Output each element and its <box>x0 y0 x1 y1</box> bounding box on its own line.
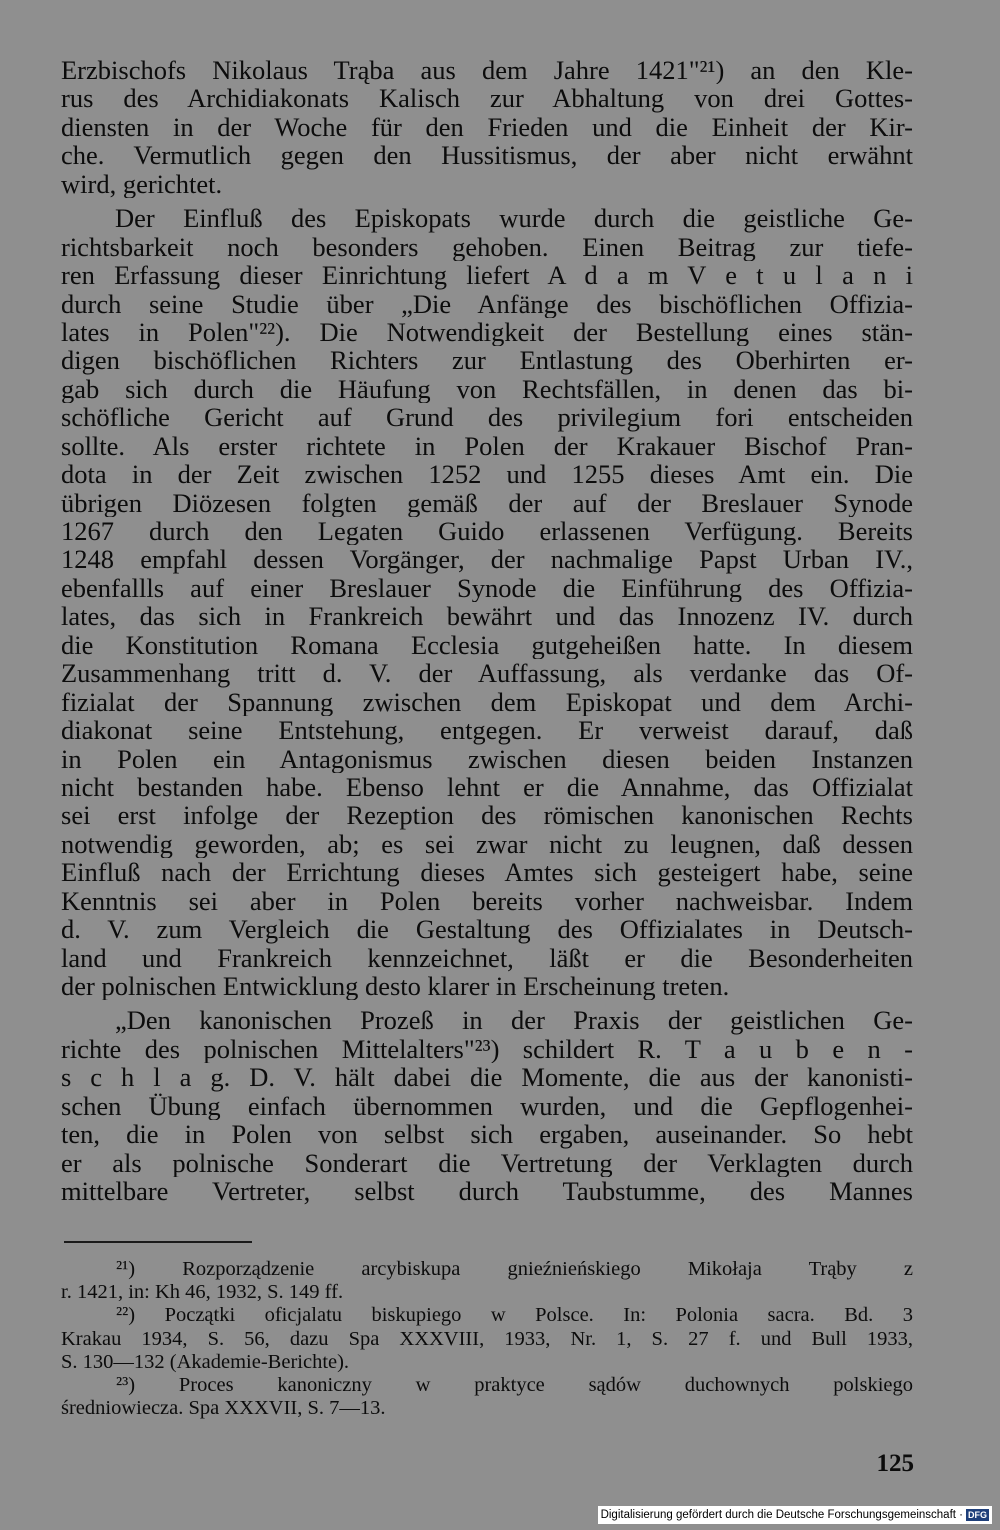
text-line: land und Frankreich kennzeichnet, läßt er die Besonderheiten <box>61 943 913 972</box>
page-number: 125 <box>876 1450 914 1477</box>
text-line: lates in Polen"²²). Die Notwendigkeit der Bestellung eines stän- <box>61 317 913 347</box>
text-line: übrigen Diözesen folgten gemäß der auf der Breslauer Synode <box>61 488 913 517</box>
text-line: notwendig geworden, ab; es sei zwar nicht zu leugnen, daß dessen <box>61 829 913 859</box>
funding-text: Digitalisierung gefördert durch die Deutsche Forschungsgemeinschaft · <box>600 1509 963 1521</box>
text-line: rus des Archidiakonats Kalisch zur Abhaltung von drei Gottes- <box>61 84 913 113</box>
text-line: lates, das sich in Frankreich bewährt und das Innozenz IV. durch <box>61 602 913 631</box>
footnote-line: r. 1421, in: Kh 46, 1932, S. 149 ff. <box>61 1281 344 1304</box>
footnote-divider <box>64 1241 252 1243</box>
text-line: die Konstitution Romana Ecclesia gutgeheißen hatte. In diesem <box>61 630 913 660</box>
text-line: durch seine Studie über „Die Anfänge des bischöflichen Offizia- <box>61 289 913 318</box>
text-line: der polnischen Entwicklung desto klarer in Erscheinung treten. <box>61 972 730 1001</box>
text-line: Zusammenhang tritt d. V. der Auffassung, als verdanke das Of- <box>61 659 913 688</box>
text-line: „Den kanonischen Prozeß in der Praxis der geistlichen Ge- <box>115 1006 913 1035</box>
text-line: sei erst infolge der Rezeption des römischen kanonischen Rechts <box>61 801 913 830</box>
text-line: diakonat seine Entstehung, entgegen. Er verweist darauf, daß <box>61 716 913 745</box>
text-line: ebenfallls auf einer Breslauer Synode die Einführung des Offizia- <box>61 573 913 603</box>
text-line: Der Einfluß des Episkopats wurde durch die geistliche Ge- <box>115 204 913 233</box>
text-line: Einfluß nach der Errichtung dieses Amtes sich gesteigert habe, seine <box>61 858 913 887</box>
footnote-line: średniowiecza. Spa XXXVII, S. 7—13. <box>61 1397 386 1420</box>
text-line: 1248 empfahl dessen Vorgänger, der nachmalige Papst Urban IV., <box>61 545 913 574</box>
text-line: ten, die in Polen von selbst sich ergaben, auseinander. So hebt <box>61 1120 913 1149</box>
dfg-logo-icon: DFG <box>968 1510 987 1520</box>
footnotes <box>61 1258 913 1420</box>
footnote-line: ²³) Proces kanoniczny w praktyce sądów duchownych polskiego <box>116 1373 913 1396</box>
body-text <box>61 56 913 1206</box>
text-line: Erzbischofs Nikolaus Trąba aus dem Jahre 1421"²¹) an den Kle- <box>61 56 913 85</box>
text-line: fizialat der Spannung zwischen dem Episkopat und dem Archi- <box>61 687 913 717</box>
text-line: 1267 durch den Legaten Guido erlassenen Verfügung. Bereits <box>61 517 913 546</box>
text-line: dota in der Zeit zwischen 1252 und 1255 dieses Amt ein. Die <box>61 460 913 489</box>
footnote-line: Krakau 1934, S. 56, dazu Spa XXXVIII, 1933, Nr. 1, S. 27 f. und Bull 1933, <box>61 1327 913 1350</box>
text-line: ren Erfassung dieser Einrichtung liefert A d a m V e t u l a n i <box>61 261 913 290</box>
text-line: mittelbare Vertreter, selbst durch Taubstumme, des Mannes <box>61 1177 913 1206</box>
text-line: schöfliche Gericht auf Grund des privilegium fori entscheiden <box>61 403 913 432</box>
footnote-line: S. 130—132 (Akademie-Berichte). <box>61 1350 350 1373</box>
text-line: schen Übung einfach übernommen wurden, und die Gepflogenhei- <box>61 1091 913 1121</box>
text-line: sollte. Als erster richtete in Polen der Krakauer Bischof Pran- <box>61 431 913 461</box>
footnote-line: ²²) Początki oficjalatu biskupiego w Polsce. In: Polonia sacra. Bd. 3 <box>116 1304 913 1327</box>
text-line: richtsbarkeit noch besonders gehoben. Einen Beitrag zur tiefe- <box>61 232 913 262</box>
funding-notice <box>598 1506 992 1524</box>
text-line: nicht bestanden habe. Ebenso lehnt er die Annahme, das Offizialat <box>61 772 913 802</box>
text-line: richte des polnischen Mittelalters"²³) schildert R. T a u b e n - <box>61 1034 913 1064</box>
text-line: digen bischöflichen Richters zur Entlastung des Oberhirten er- <box>61 346 913 375</box>
footnote-line: ²¹) Rozporządzenie arcybiskupa gnieźnieńskiego Mikołaja Trąby z <box>116 1258 913 1280</box>
text-line: s c h l a g. D. V. hält dabei die Momente, die aus der kanonisti- <box>61 1063 913 1092</box>
text-line: in Polen ein Antagonismus zwischen diesen beiden Instanzen <box>61 744 913 773</box>
text-line: diensten in der Woche für den Frieden und die Einheit der Kir- <box>61 112 913 142</box>
text-line: d. V. zum Vergleich die Gestaltung des Offizialates in Deutsch- <box>61 915 913 944</box>
text-line: che. Vermutlich gegen den Hussitismus, der aber nicht erwähnt <box>61 141 913 170</box>
text-line: wird, gerichtet. <box>61 169 223 199</box>
text-line: Kenntnis sei aber in Polen bereits vorher nachweisbar. Indem <box>61 886 913 916</box>
text-line: gab sich durch die Häufung von Rechtsfällen, in denen das bi- <box>61 374 913 404</box>
text-line: er als polnische Sonderart die Vertretung der Verklagten durch <box>61 1148 913 1178</box>
